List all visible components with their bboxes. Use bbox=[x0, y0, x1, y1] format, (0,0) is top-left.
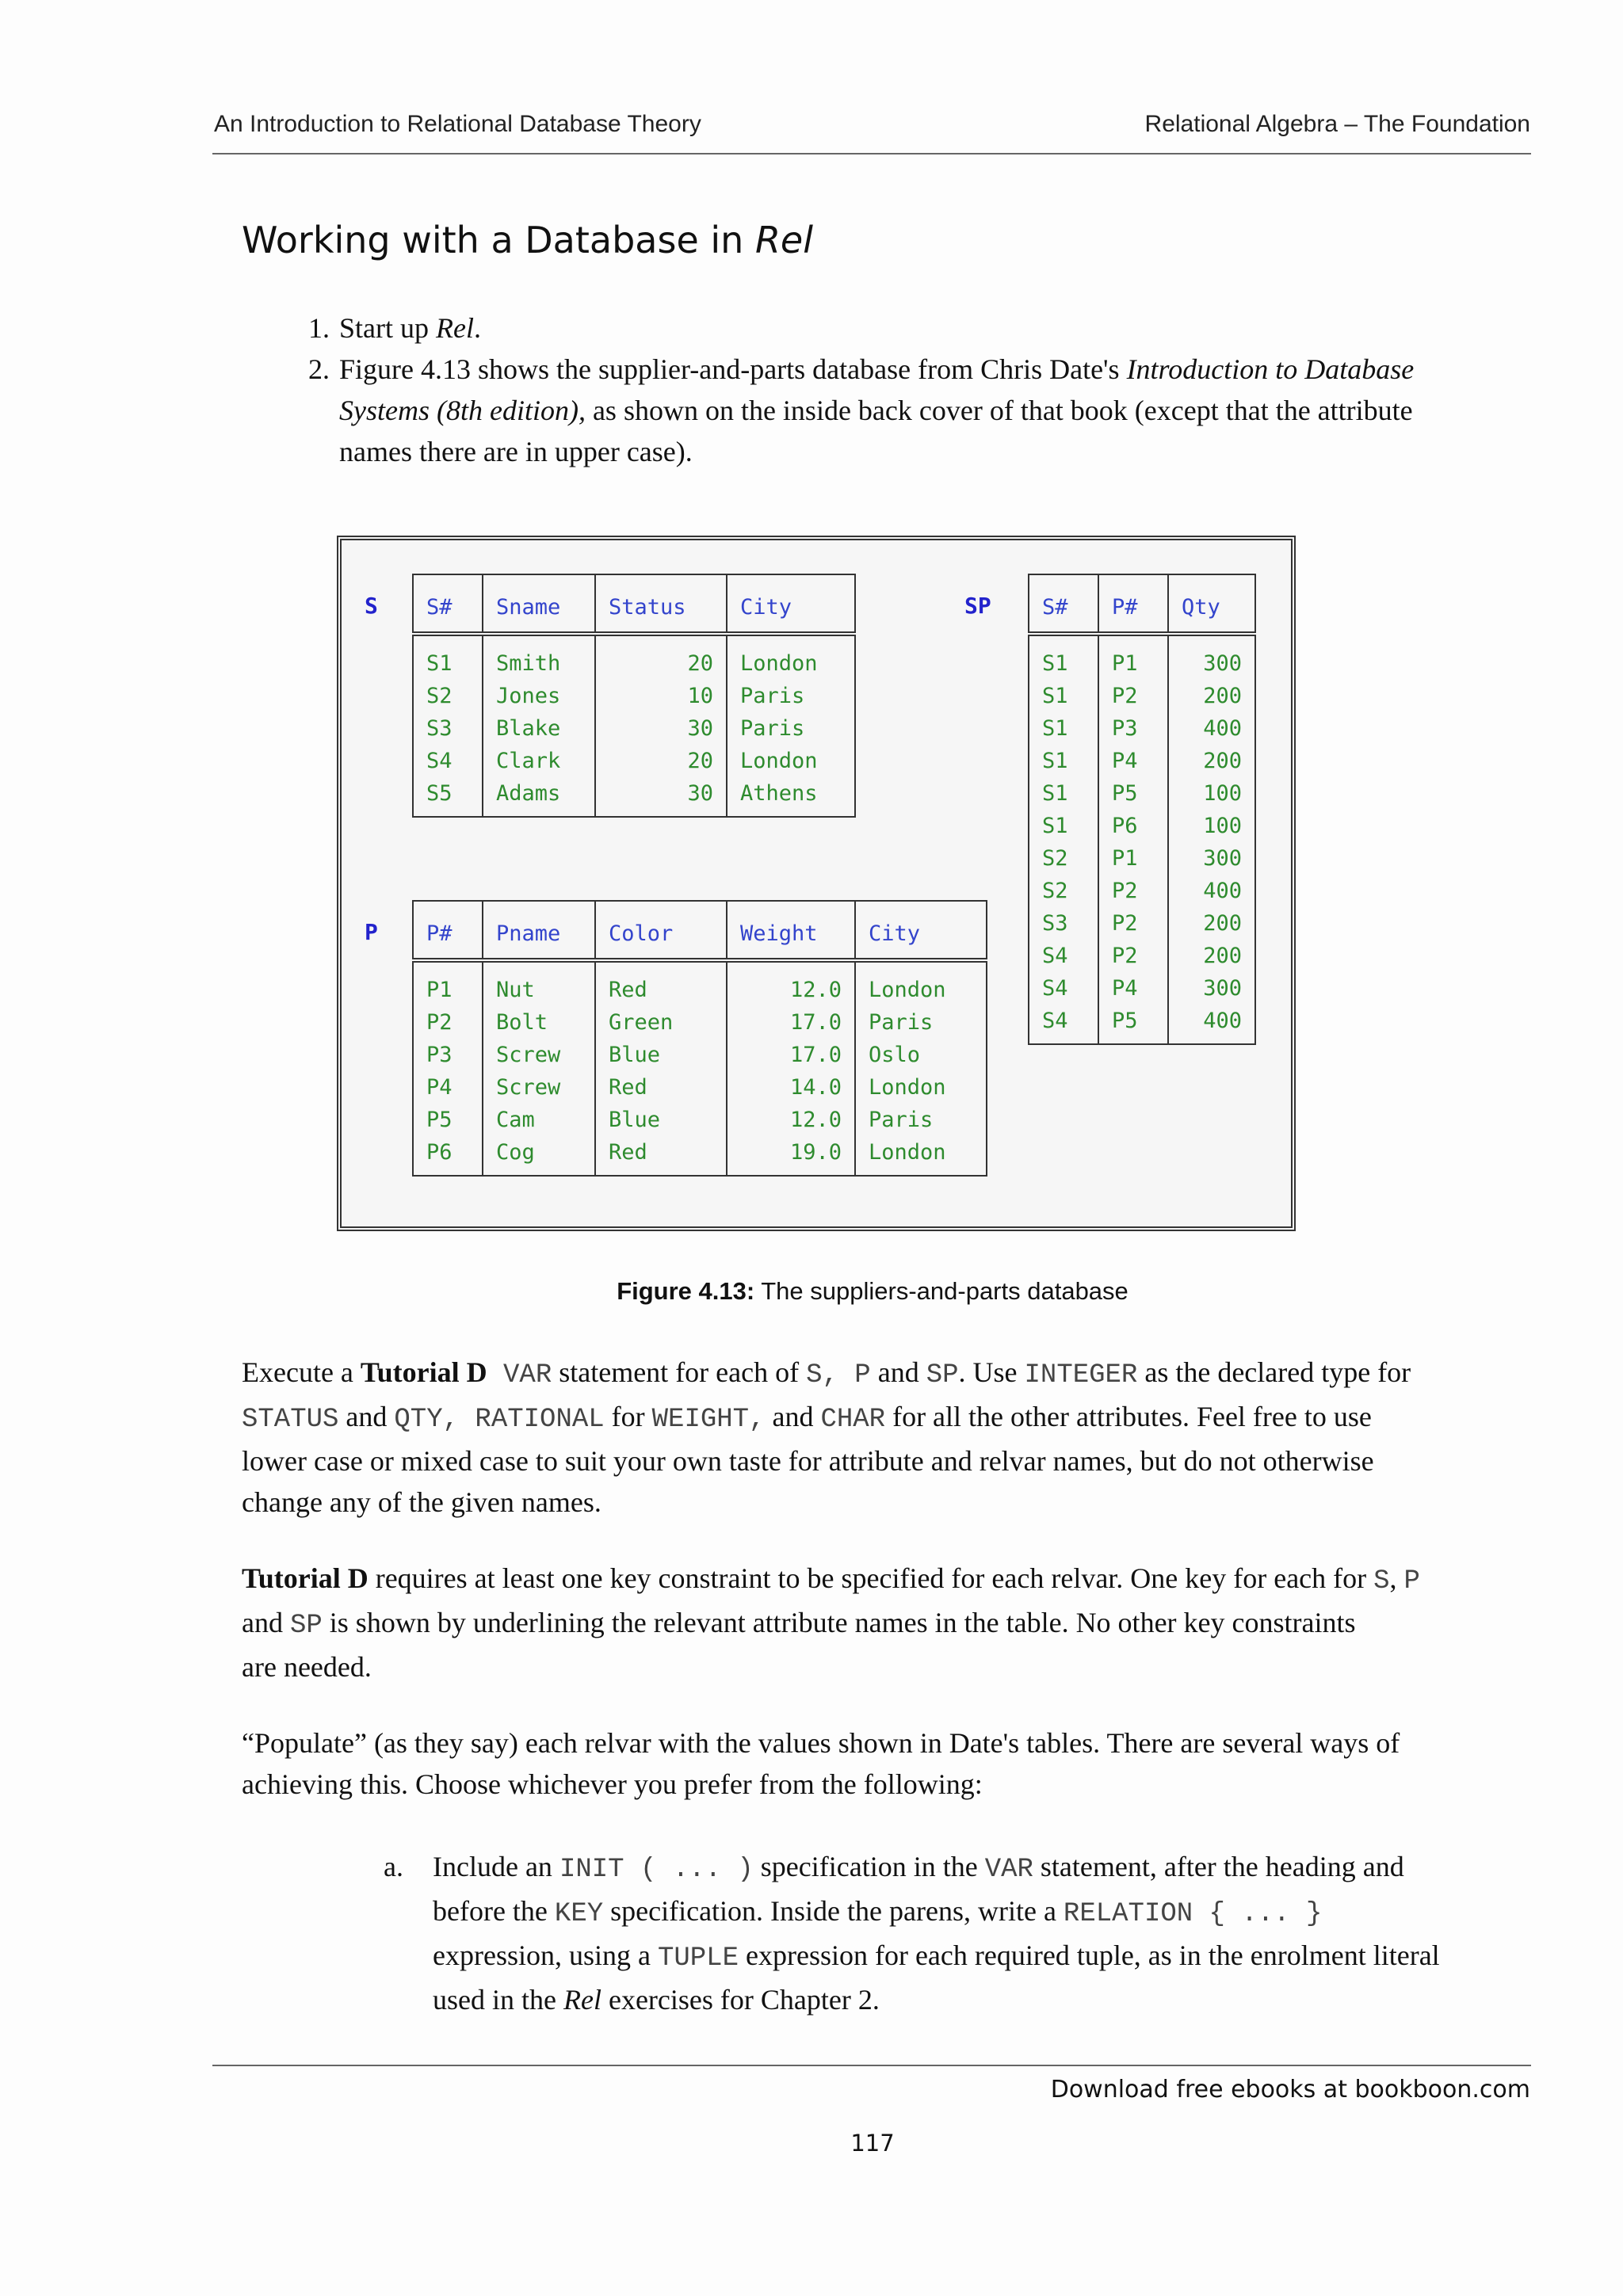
p2-code-p: P bbox=[1403, 1566, 1420, 1596]
p2-code-sp: SP bbox=[289, 1611, 323, 1641]
table-cell: P6 bbox=[413, 1136, 483, 1176]
table-cell: London bbox=[855, 1136, 987, 1176]
table-cell: S3 bbox=[1029, 907, 1098, 940]
table-cell: 200 bbox=[1168, 745, 1255, 777]
table-cell: P4 bbox=[413, 1071, 483, 1104]
table-cell: 12.0 bbox=[727, 960, 855, 1006]
header-rule bbox=[212, 153, 1531, 154]
table-row bbox=[1029, 810, 1255, 842]
table-cell: P2 bbox=[1098, 680, 1168, 712]
p1-code-status: STATUS bbox=[242, 1405, 339, 1435]
table-cell: 100 bbox=[1168, 777, 1255, 810]
table-cell: Screw bbox=[483, 1039, 595, 1071]
table-cell: P5 bbox=[1098, 777, 1168, 810]
table-cell: P4 bbox=[1098, 745, 1168, 777]
p2-text: , bbox=[1389, 1562, 1404, 1594]
column-header: Weight bbox=[727, 901, 855, 958]
table-cell: 19.0 bbox=[727, 1136, 855, 1176]
table-cell: S4 bbox=[1029, 972, 1098, 1005]
table-cell: S5 bbox=[413, 777, 483, 817]
step-2-line2-italic: Systems (8th edition), bbox=[339, 395, 586, 426]
column-header: Qty bbox=[1168, 574, 1255, 631]
table-cell: S1 bbox=[1029, 680, 1098, 712]
table-cell: P1 bbox=[1098, 634, 1168, 680]
table-row bbox=[1029, 875, 1255, 907]
table-cell: Red bbox=[595, 960, 727, 1006]
oa-code-var: VAR bbox=[984, 1855, 1033, 1885]
column-header: Status bbox=[595, 574, 727, 631]
column-header: City bbox=[855, 901, 987, 958]
step-2-line1: Figure 4.13 shows the supplier-and-parts database from Chris Date's bbox=[339, 353, 1127, 385]
p1-code-qty: QTY, RATIONAL bbox=[394, 1405, 605, 1435]
oa-text: expression for each required tuple, as in the enrolment literal bbox=[739, 1939, 1440, 1971]
p1-text: and bbox=[765, 1401, 821, 1432]
paragraph-2 bbox=[242, 1558, 1510, 1688]
table-cell: 400 bbox=[1168, 875, 1255, 907]
column-header: P# bbox=[413, 901, 483, 958]
table-cell: P5 bbox=[1098, 1005, 1168, 1044]
table-cell: S1 bbox=[1029, 634, 1098, 680]
table-s bbox=[412, 574, 856, 818]
table-cell: Adams bbox=[483, 777, 595, 817]
oa-code-key: KEY bbox=[554, 1899, 604, 1929]
table-cell: Green bbox=[595, 1006, 727, 1039]
table-cell: S4 bbox=[1029, 1005, 1098, 1044]
table-cell: 14.0 bbox=[727, 1071, 855, 1104]
relvar-s-name: S bbox=[365, 593, 378, 619]
table-cell: Paris bbox=[855, 1006, 987, 1039]
footer-download-link[interactable]: Download free ebooks at bookboon.com bbox=[1050, 2076, 1530, 2103]
p1-text: . Use bbox=[958, 1356, 1025, 1388]
p3-line2: achieving this. Choose whichever you prefer from the following: bbox=[242, 1768, 983, 1800]
table-cell: S1 bbox=[1029, 745, 1098, 777]
table-cell: London bbox=[855, 960, 987, 1006]
table-row bbox=[413, 1039, 987, 1071]
table-cell: Nut bbox=[483, 960, 595, 1006]
oa-italic: Rel bbox=[563, 1984, 601, 2016]
table-cell: Clark bbox=[483, 745, 595, 777]
table-cell: S3 bbox=[413, 712, 483, 745]
table-sp bbox=[1028, 574, 1256, 1045]
step-2-line2: as shown on the inside back cover of that book (except that the attribute bbox=[585, 395, 1413, 426]
table-cell: S1 bbox=[413, 634, 483, 680]
table-cell: 400 bbox=[1168, 712, 1255, 745]
table-row bbox=[1029, 745, 1255, 777]
table-cell: S2 bbox=[1029, 875, 1098, 907]
p2-text: is shown by underlining the relevant attribute names in the table. No other key constraints bbox=[322, 1607, 1356, 1638]
p1-code-weight: WEIGHT, bbox=[651, 1405, 766, 1435]
oa-text: specification. Inside the parens, write a bbox=[603, 1895, 1064, 1927]
table-row bbox=[413, 777, 855, 817]
oa-text: expression, using a bbox=[433, 1939, 658, 1971]
table-row bbox=[413, 1136, 987, 1176]
p2-text: requires at least one key constraint to be specified for each relvar. One key for each for bbox=[368, 1562, 1374, 1594]
paragraph-1 bbox=[242, 1352, 1510, 1523]
table-cell: S2 bbox=[413, 680, 483, 712]
p1-code-var: VAR bbox=[487, 1360, 552, 1390]
table-cell: P5 bbox=[413, 1104, 483, 1136]
p1-text: Execute a bbox=[242, 1356, 361, 1388]
p1-bold: Tutorial D bbox=[360, 1356, 487, 1388]
table-cell: P6 bbox=[1098, 810, 1168, 842]
table-cell: S1 bbox=[1029, 777, 1098, 810]
table-cell: London bbox=[727, 745, 855, 777]
table-row bbox=[413, 1104, 987, 1136]
oa-text: statement, after the heading and bbox=[1033, 1851, 1404, 1882]
figure-caption bbox=[0, 1277, 1623, 1306]
step-1-italic: Rel bbox=[436, 312, 474, 344]
p2-text: and bbox=[242, 1607, 290, 1638]
table-row bbox=[413, 745, 855, 777]
step-2-number: 2. bbox=[308, 353, 330, 385]
oa-text: specification in the bbox=[753, 1851, 985, 1882]
table-cell: P2 bbox=[1098, 940, 1168, 972]
p1-line3: lower case or mixed case to suit your own taste for attribute and relvar names, but do not otherwise bbox=[242, 1445, 1374, 1477]
table-cell: Paris bbox=[727, 712, 855, 745]
oa-text: Include an bbox=[433, 1851, 559, 1882]
table-row bbox=[413, 680, 855, 712]
table-cell: Paris bbox=[855, 1104, 987, 1136]
column-header: P# bbox=[1098, 574, 1168, 631]
step-2-line1-italic: Introduction to Database bbox=[1126, 353, 1415, 385]
table-row bbox=[1029, 940, 1255, 972]
relvar-p-name: P bbox=[365, 919, 378, 945]
table-cell: S4 bbox=[1029, 940, 1098, 972]
table-cell: P4 bbox=[1098, 972, 1168, 1005]
oa-text: before the bbox=[433, 1895, 555, 1927]
p1-text: for bbox=[604, 1401, 652, 1432]
table-cell: Red bbox=[595, 1071, 727, 1104]
table-cell: Oslo bbox=[855, 1039, 987, 1071]
p1-code-char: CHAR bbox=[820, 1405, 886, 1435]
step-1-text: Start up bbox=[339, 312, 436, 344]
table-cell: 12.0 bbox=[727, 1104, 855, 1136]
paragraph-3 bbox=[242, 1722, 1510, 1805]
p2-line3: are needed. bbox=[242, 1651, 372, 1683]
table-cell: P2 bbox=[413, 1006, 483, 1039]
p1-code-sp: S, P bbox=[806, 1360, 871, 1390]
table-cell: 17.0 bbox=[727, 1006, 855, 1039]
table-row bbox=[1029, 907, 1255, 940]
table-row bbox=[1029, 634, 1255, 680]
oa-code-relation: RELATION { ... } bbox=[1063, 1899, 1323, 1929]
p2-code-s: S bbox=[1373, 1566, 1390, 1596]
table-row bbox=[413, 960, 987, 1006]
table-cell: Blue bbox=[595, 1104, 727, 1136]
figure-caption-label: Figure 4.13: bbox=[617, 1277, 755, 1305]
column-header: Pname bbox=[483, 901, 595, 958]
footer-rule bbox=[212, 2065, 1531, 2066]
oa-code-init: INIT ( ... ) bbox=[559, 1855, 754, 1885]
step-1-number: 1. bbox=[308, 312, 330, 344]
oa-code-tuple: TUPLE bbox=[657, 1943, 739, 1974]
table-cell: P1 bbox=[413, 960, 483, 1006]
table-row bbox=[1029, 972, 1255, 1005]
table-cell: 20 bbox=[595, 634, 727, 680]
column-header: Sname bbox=[483, 574, 595, 631]
table-row bbox=[413, 712, 855, 745]
table-cell: P2 bbox=[1098, 875, 1168, 907]
table-cell: Screw bbox=[483, 1071, 595, 1104]
table-cell: P3 bbox=[1098, 712, 1168, 745]
table-cell: Blue bbox=[595, 1039, 727, 1071]
p1-line4: change any of the given names. bbox=[242, 1486, 601, 1518]
p1-text: for all the other attributes. Feel free to use bbox=[885, 1401, 1372, 1432]
table-row bbox=[413, 1006, 987, 1039]
table-cell: 17.0 bbox=[727, 1039, 855, 1071]
table-cell: Athens bbox=[727, 777, 855, 817]
p1-text: statement for each of bbox=[552, 1356, 807, 1388]
table-row bbox=[1029, 842, 1255, 875]
table-cell: S4 bbox=[413, 745, 483, 777]
header-right: Relational Algebra – The Foundation bbox=[1144, 111, 1530, 137]
table-cell: 100 bbox=[1168, 810, 1255, 842]
column-header: S# bbox=[413, 574, 483, 631]
table-cell: Smith bbox=[483, 634, 595, 680]
table-cell: P1 bbox=[1098, 842, 1168, 875]
table-row bbox=[1029, 712, 1255, 745]
p1-text: as the declared type for bbox=[1137, 1356, 1411, 1388]
table-row bbox=[1029, 680, 1255, 712]
table-cell: London bbox=[727, 634, 855, 680]
section-heading bbox=[242, 219, 813, 261]
table-cell: 200 bbox=[1168, 680, 1255, 712]
column-header: S# bbox=[1029, 574, 1098, 631]
relvar-sp-name: SP bbox=[964, 593, 991, 619]
table-p bbox=[412, 900, 987, 1177]
table-cell: S2 bbox=[1029, 842, 1098, 875]
table-cell: Red bbox=[595, 1136, 727, 1176]
table-cell: 200 bbox=[1168, 940, 1255, 972]
table-cell: S1 bbox=[1029, 810, 1098, 842]
page-number: 117 bbox=[850, 2130, 895, 2157]
oa-text: used in the bbox=[433, 1984, 563, 2016]
header-left: An Introduction to Relational Database Theory bbox=[214, 111, 701, 137]
table-cell: 400 bbox=[1168, 1005, 1255, 1044]
table-cell: P3 bbox=[413, 1039, 483, 1071]
p1-text: and bbox=[870, 1356, 926, 1388]
table-cell: Cog bbox=[483, 1136, 595, 1176]
table-cell: 300 bbox=[1168, 842, 1255, 875]
table-row bbox=[413, 634, 855, 680]
oa-text: exercises for Chapter 2. bbox=[601, 1984, 880, 2016]
option-a-label: a. bbox=[384, 1851, 403, 1882]
figure-caption-text: The suppliers-and-parts database bbox=[754, 1277, 1128, 1305]
column-header: City bbox=[727, 574, 855, 631]
table-cell: Paris bbox=[727, 680, 855, 712]
table-row bbox=[1029, 1005, 1255, 1044]
table-cell: Bolt bbox=[483, 1006, 595, 1039]
table-cell: Blake bbox=[483, 712, 595, 745]
section-heading-italic: Rel bbox=[754, 219, 813, 261]
table-cell: 20 bbox=[595, 745, 727, 777]
table-cell: 30 bbox=[595, 712, 727, 745]
p1-code-sp2: SP bbox=[926, 1360, 959, 1390]
p2-bold: Tutorial D bbox=[242, 1562, 369, 1594]
table-cell: S1 bbox=[1029, 712, 1098, 745]
p1-text: and bbox=[338, 1401, 395, 1432]
figure-suppliers-parts bbox=[337, 536, 1296, 1231]
table-cell: 300 bbox=[1168, 634, 1255, 680]
table-cell: 10 bbox=[595, 680, 727, 712]
table-cell: P2 bbox=[1098, 907, 1168, 940]
table-row bbox=[1029, 777, 1255, 810]
column-header: Color bbox=[595, 901, 727, 958]
table-cell: 30 bbox=[595, 777, 727, 817]
table-cell: London bbox=[855, 1071, 987, 1104]
table-row bbox=[413, 1071, 987, 1104]
table-cell: Jones bbox=[483, 680, 595, 712]
p1-code-integer: INTEGER bbox=[1024, 1360, 1138, 1390]
table-cell: 300 bbox=[1168, 972, 1255, 1005]
step-2-line3: names there are in upper case). bbox=[339, 436, 693, 467]
table-cell: 200 bbox=[1168, 907, 1255, 940]
section-heading-text: Working with a Database in bbox=[242, 219, 755, 261]
table-cell: Cam bbox=[483, 1104, 595, 1136]
step-1-after: . bbox=[473, 312, 481, 344]
p3-line1: “Populate” (as they say) each relvar with the values shown in Date's tables. There are several ways of bbox=[242, 1727, 1400, 1759]
